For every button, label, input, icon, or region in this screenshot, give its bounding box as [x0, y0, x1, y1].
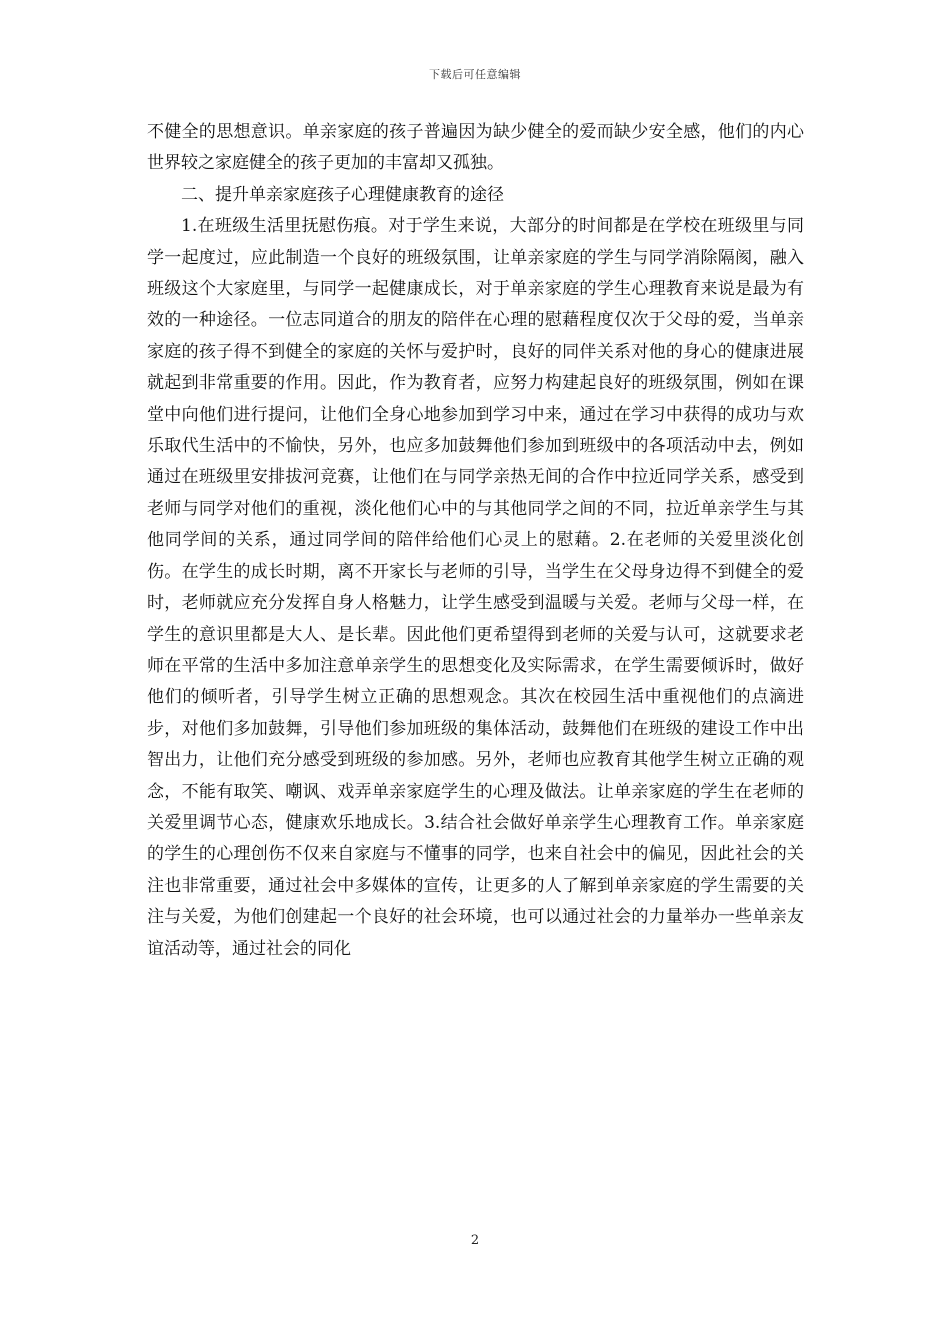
- page-number: 2: [470, 1233, 480, 1248]
- paragraph-main: 1.在班级生活里抚慰伤痕。对于学生来说，大部分的时间都是在学校在班级里与同学一起度过，应此制造一个良好的班级氛围，让单亲家庭的学生与同学消除隔阂，融入班级这个大家庭里，与同学一起健康成长，对于单亲家庭的学生心理教育来说是最为有效的一种途径。一位志同道合的朋友的陪伴在心理的慰藉程度仅次于父母的爱，当单亲家庭的孩子得不到健全的家庭的关怀与爱护时，良好的同伴关系对他的身心的健康进展就起到非常重要的作用。因此，作为教育者，应努力构建起良好的班级氛围，例如在课堂中向他们进行提问，让他们全身心地参加到学习中来，通过在学习中获得的成功与欢乐取代生活中的不愉快，另外，也应多加鼓舞他们参加到班级中的各项活动中去，例如通过在班级里安排拔河竞赛，让他们在与同学亲热无间的合作中拉近同学关系，感受到老师与同学对他们的重视，淡化他们心中的与其他同学之间的不同，拉近单亲学生与其他同学间的关系，通过同学间的陪伴给他们心灵上的慰藉。2.在老师的关爱里淡化创伤。在学生的成长时期，离不开家长与老师的引导，当学生在父母身边得不到健全的爱时，老师就应充分发挥自身人格魅力，让学生感受到温暖与关爱。老师与父母一样，在学生的意识里都是大人、是长辈。因此他们更希望得到老师的关爱与认可，这就要求老师在平常的生活中多加注意单亲学生的思想变化及实际需求，在学生需要倾诉时，做好他们的倾听者，引导学生树立正确的思想观念。其次在校园生活中重视他们的点滴进步，对他们多加鼓舞，引导他们参加班级的集体活动，鼓舞他们在班级的建设工作中出智出力，让他们充分感受到班级的参加感。另外，老师也应教育其他学生树立正确的观念，不能有取笑、嘲讽、戏弄单亲家庭学生的心理及做法。让单亲家庭的学生在老师的关爱里调节心态，健康欢乐地成长。3.结合社会做好单亲学生心理教育工作。单亲家庭的学生的心理创伤不仅来自家庭与不懂事的同学，也来自社会中的偏见，因此社会的关注也非常重要，通过社会中多媒体的宣传，让更多的人了解到单亲家庭的学生需要的关注与关爱，为他们创建起一个良好的社会环境，也可以通过社会的力量举办一些单亲友谊活动等，通过社会的同化: [147, 216, 804, 959]
- page-header-note: 下载后可任意编辑: [429, 68, 521, 81]
- section-heading: 二、提升单亲家庭孩子心理健康教育的途径: [181, 184, 504, 205]
- document-body: [147, 117, 804, 965]
- paragraph-continuation: 不健全的思想意识。单亲家庭的孩子普遍因为缺少健全的爱而缺少安全感，他们的内心世界较之家庭健全的孩子更加的丰富却又孤独。: [147, 122, 804, 174]
